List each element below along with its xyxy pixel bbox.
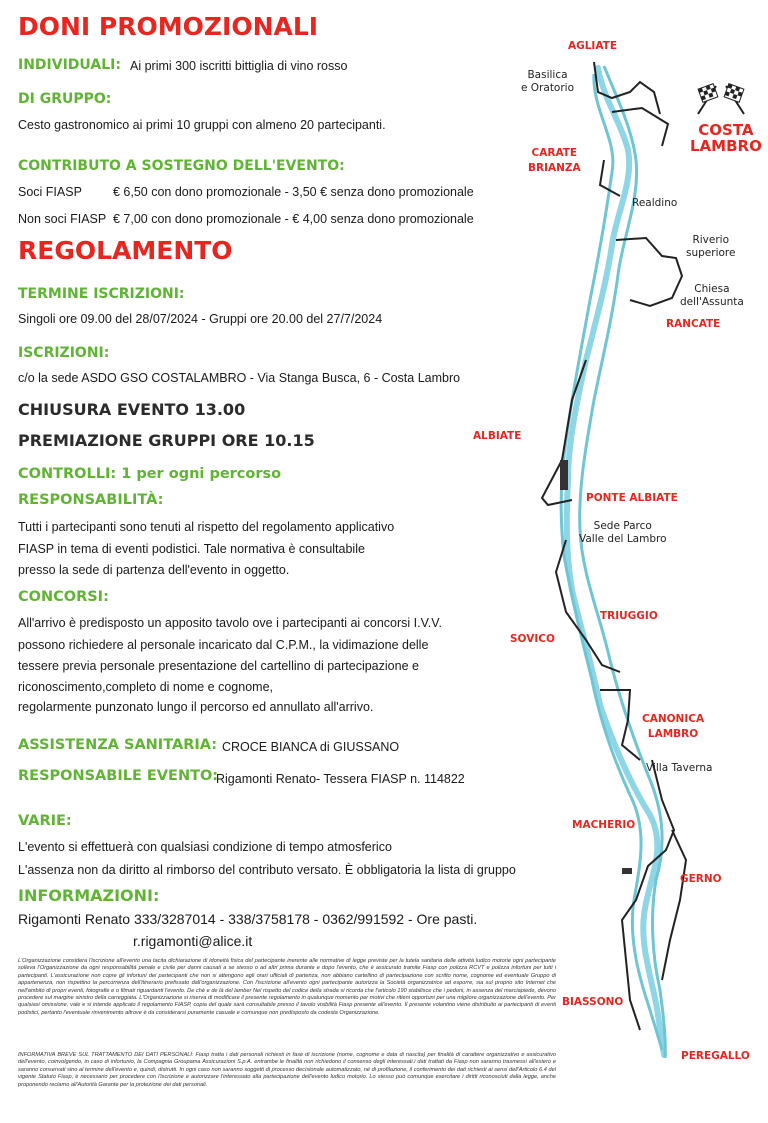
map-label-rancate: RANCATE	[666, 318, 721, 330]
controlli: CONTROLLI: 1 per ogni percorso	[18, 466, 282, 482]
lambro-river	[567, 68, 664, 1055]
map-label-canonica: CANONICA LAMBRO	[642, 713, 705, 740]
premiazione-gruppi: PREMIAZIONE GRUPPI ORE 10.15	[18, 431, 315, 450]
map-label-costa-lambro: COSTA LAMBRO	[690, 121, 762, 155]
varie-line: L'evento si effettuerà con qualsiasi condizione di tempo atmosferico	[18, 840, 392, 854]
concorsi-line: riconoscimento,completo di nome e cognome,	[18, 680, 273, 694]
nonsoci-text: € 7,00 con dono promozionale - € 4,00 senza dono promozionale	[113, 212, 474, 226]
responsabile-label: RESPONSABILE EVENTO:	[18, 768, 219, 784]
map-label-sede-parco: Sede Parco Valle del Lambro	[579, 520, 667, 545]
concorsi-label: CONCORSI:	[18, 589, 109, 605]
concorsi-line: possono richiedere al personale incaricato dal C.P.M., la vidimazione delle	[18, 638, 429, 652]
contributo-title: CONTRIBUTO A SOSTEGNO DELL'EVENTO:	[18, 158, 345, 174]
map-label-basilica: Basilica e Oratorio	[521, 69, 575, 94]
responsabilita-label: RESPONSABILITÀ:	[18, 492, 164, 508]
informazioni-email[interactable]: r.rigamonti@alice.it	[133, 933, 253, 949]
termine-label: TERMINE ISCRIZIONI:	[18, 286, 185, 302]
map-label-albiate: ALBIATE	[473, 430, 522, 442]
checkered-flags-icon	[698, 84, 744, 114]
responsabilita-line: Tutti i partecipanti sono tenuti al rispetto del regolamento applicativo	[18, 520, 395, 534]
responsabile-text: Rigamonti Renato- Tessera FIASP n. 114822	[216, 772, 465, 786]
chiusura-evento: CHIUSURA EVENTO 13.00	[18, 400, 246, 419]
informazioni-phone: Rigamonti Renato 333/3287014 - 338/3758178 - 0362/991592 - Ore pasti.	[18, 911, 478, 927]
map-label-carate: CARATE BRIANZA	[528, 147, 581, 174]
disclaimer-paragraph: L'Organizzazione considera l'iscrizione all'evento una tacita dichiarazione di idoneità fisica del partecipante inerente alle normative di legge previste per la tutela sanitaria delle attività ludico motorie ogni partecipante solleva l'Organizzazione da ogni responsabilità penale e civile per danni causati a se stesso o ad altri prima durante e dopo l'evento, che è assicurato tramite Fiasp con polizza RCVT e polizza infortuni per tutti i partecipanti. L'assicurazione non copre gli infortuni dei partecipanti che non si attengono agli orari ufficiali di partenza, non abbiano cartellino di partecipazione con scritto nome, cognome ed eventuale Gruppo di appartenenza, non rispettino la percorrenza dell'itinerario prefissato dall'organizzazione. Con l'iscrizione all'evento ogni partecipante autorizza la Società organizzatrice ad esporre, sia sul proprio sito Internet che nell'ambito di propri eventi, fotografie e o filmati riguardanti l'evento. De chè e de là del lamber Nel rispetto del codice della strada si ricorda che l'articolo 190 stabilisce che i pedoni, in assenza del marciapiede, devono procedere sul margine sinistro della carreggiata. L'Organizzazione si riserva di modificare il presente regolamento in qualunque momento per motivi che ritieni opportuni per una migliore organizzazione dell'evento. Per qualsiasi omissione, vale e si intende applicato il regolamento FIASP, copia del quale sarà consultabile presso il tavolo visibilità Fiasp presente all'evento. Il presente volantino viene distribuito ai partecipanti di eventi podistici, pertanto l'eventuale rinvenimento altrove è da considerarsi puramente casuale e comunque non predisposto da codesta Organizzazione.	[18, 958, 556, 1016]
map-label-gerno: GERNO	[680, 873, 722, 885]
regolamento-title: REGOLAMENTO	[18, 236, 233, 265]
map-label-sovico: SOVICO	[510, 633, 555, 645]
concorsi-line: regolarmente punzonato lungo il percorso ed annullato all'arrivo.	[18, 700, 374, 714]
iscrizioni-text: c/o la sede ASDO GSO COSTALAMBRO - Via Stanga Busca, 6 - Costa Lambro	[18, 371, 461, 385]
map-label-biassono: BIASSONO	[562, 996, 624, 1008]
doni-title: DONI PROMOZIONALI	[18, 12, 319, 41]
varie-label: VARIE:	[18, 813, 72, 829]
iscrizioni-label: ISCRIZIONI:	[18, 345, 110, 361]
assistenza-label: ASSISTENZA SANITARIA:	[18, 737, 218, 753]
individuali-label: INDIVIDUALI:	[18, 57, 121, 73]
responsabilita-line: FIASP in tema di eventi podistici. Tale normativa è consultabile	[18, 542, 365, 556]
termine-text: Singoli ore 09.00 del 28/07/2024 - Gruppi ore 20.00 del 27/7/2024	[18, 312, 383, 326]
responsabilita-line: presso la sede di partenza dell'evento in oggetto.	[18, 563, 290, 577]
concorsi-line: All'arrivo è predisposto un apposito tavolo ove i partecipanti ai concorsi I.V.V.	[18, 616, 442, 630]
soci-label: Soci FIASP	[18, 185, 82, 199]
concorsi-line: tessere previa personale presentazione del cartellino di partecipazione e	[18, 659, 419, 673]
map-label-agliate: AGLIATE	[568, 40, 617, 52]
gruppo-label: DI GRUPPO:	[18, 91, 112, 107]
soci-text: € 6,50 con dono promozionale - 3,50 € senza dono promozionale	[113, 185, 474, 199]
nonsoci-label: Non soci FIASP	[18, 212, 107, 226]
map-label-triuggio: TRIUGGIO	[600, 610, 658, 622]
informazioni-label: INFORMAZIONI:	[18, 886, 160, 905]
map-label-peregallo: PEREGALLO	[681, 1050, 750, 1062]
privacy-paragraph: INFORMATIVA BREVE SUL TRATTAMENTO DEI DATI PERSONALI: Fiasp tratta i dati personali richiesti in fase di iscrizione (nome, cognome e data di nascita) per finalità di carattere organizzativo e assicurativo dell'evento, coinvolgendo, in caso di infortunio, la Compagnia Groupama Assicurazioni S.p.A. entrambe le finalità non richiedono il consenso degli interessati.i dati trattati da Fiasp non saranno trasmessi all'estero e saranno conservati sino al termine dell'evento e, quindi, distrutti. In ogni caso non saranno soggetti di processo decisionale automatizzato, né di profilazione, il conferimento dei dati richiesti ai sensi dell'Articolo 6.4 del vigente Statuto Fiasp, è necessario per procedere con l'iscrizione e autorizzare l'interessato alla partecipazione dell'evento ludico motorio. Lo stesso può comunque esercitare i diritti riconosciuti dalla legge, anche proponendo reclamo all'Autorità Garante per la protezione dei dati personali.	[18, 1052, 556, 1088]
map-label-chiesa: Chiesa dell'Assunta	[680, 283, 744, 308]
map-label-realdino: Realdino	[632, 197, 678, 209]
map-label-ponte-albiate: PONTE ALBIATE	[586, 492, 678, 504]
assistenza-text: CROCE BIANCA di GIUSSANO	[222, 740, 400, 754]
route-line	[580, 66, 666, 1058]
individuali-text: Ai primi 300 iscritti bittiglia di vino rosso	[130, 59, 348, 73]
gruppo-text: Cesto gastronomico ai primi 10 gruppi con almeno 20 partecipanti.	[18, 118, 386, 132]
varie-line: L'assenza non da diritto al rimborso del contributo versato. È obbligatoria la lista di gruppo	[18, 863, 516, 877]
map-label-macherio: MACHERIO	[572, 819, 636, 831]
map-label-villa-taverna: Villa Taverna	[646, 762, 713, 774]
map-label-riverio: Riverio superiore	[686, 234, 736, 259]
